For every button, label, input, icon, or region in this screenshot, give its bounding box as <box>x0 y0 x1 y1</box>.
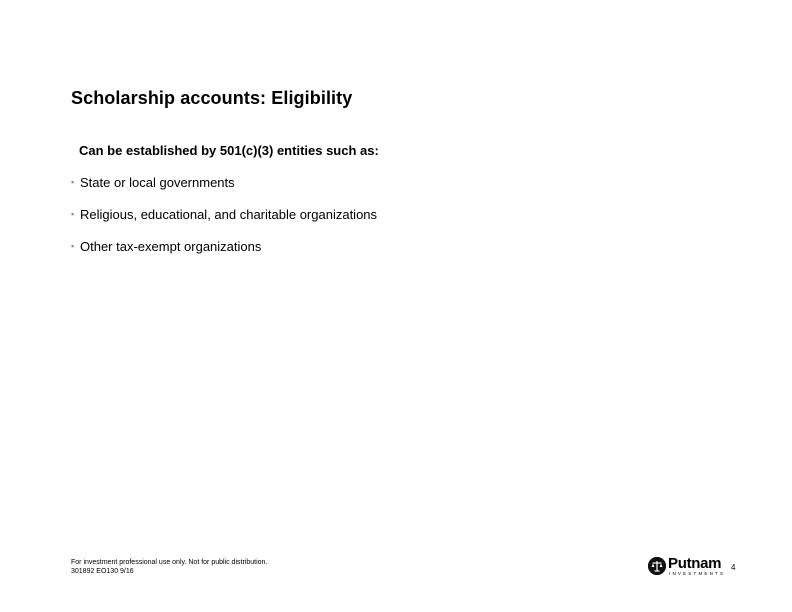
putnam-logo <box>648 556 724 578</box>
scales-icon <box>648 557 666 575</box>
logo-subtitle: INVESTMENTS <box>669 571 726 576</box>
logo-wordmark: Putnam <box>668 555 722 572</box>
document-code: 301892 EO130 9/16 <box>71 568 134 575</box>
bullet-text: Other tax-exempt organizations <box>80 239 262 254</box>
bullet-item <box>71 238 377 270</box>
bullet-text: State or local governments <box>80 175 235 190</box>
page-number: 4 <box>731 563 736 572</box>
bullet-marker-icon: ▪ <box>71 177 75 187</box>
putnam-logo-icon <box>648 557 666 575</box>
bullet-marker-icon: ▪ <box>71 241 75 251</box>
bullet-item <box>71 206 377 238</box>
bullet-item <box>71 174 377 206</box>
footer-disclaimer <box>71 558 267 576</box>
bullet-list <box>71 174 377 270</box>
slide-title: Scholarship accounts: Eligibility <box>71 88 353 108</box>
intro-text: Can be established by 501(c)(3) entities such as: <box>79 143 379 158</box>
bullet-marker-icon: ▪ <box>71 209 75 219</box>
disclaimer-text: For investment professional use only. Not for public distribution. <box>71 559 268 566</box>
bullet-text: Religious, educational, and charitable organizations <box>80 207 378 222</box>
